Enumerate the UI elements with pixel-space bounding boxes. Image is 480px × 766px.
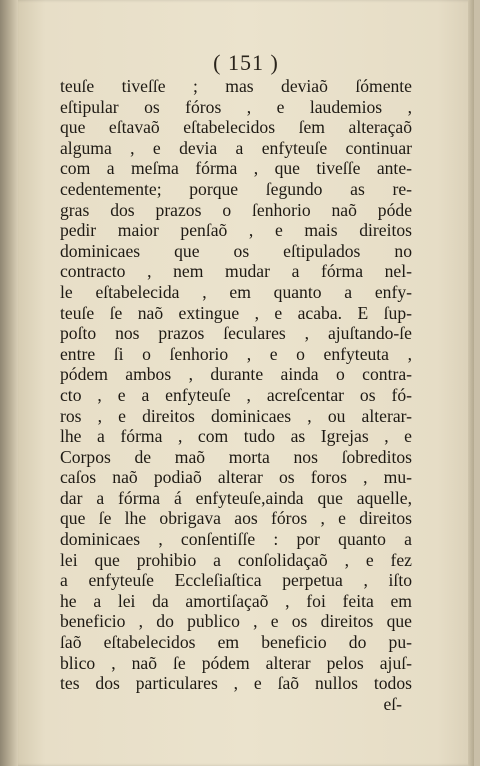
text-line: Corpos de maõ morta nos ſobreditos bbox=[60, 446, 412, 467]
text-line: contracto , nem mudar a fórma nel- bbox=[60, 261, 412, 282]
text-line: pedir maior penſaõ , e mais direitos bbox=[60, 220, 412, 241]
text-line: que ſe lhe obrigava aos fóros , e direitos bbox=[60, 508, 412, 529]
text-line: pódem ambos , durante ainda o contra- bbox=[60, 364, 412, 385]
text-line: cedentemente; porque ſegundo as re- bbox=[60, 178, 412, 199]
text-line: teuſe tiveſſe ; mas deviaõ ſómente bbox=[60, 76, 412, 96]
text-line: gras dos prazos o ſenhorio naõ póde bbox=[60, 199, 412, 220]
text-line: beneficio , do publico , e os direitos que bbox=[60, 611, 412, 632]
page-edge bbox=[468, 0, 474, 766]
text-line: eſtipular os fóros , e laudemios , bbox=[60, 96, 412, 117]
text-line: poſto nos prazos ſeculares , ajuſtando-ſe bbox=[60, 323, 412, 344]
text-line: blico , naõ ſe pódem alterar pelos ajuſ- bbox=[60, 652, 412, 673]
text-line: cto , e a enfyteuſe , acreſcentar os fó- bbox=[60, 384, 412, 405]
text-line: com a meſma fórma , que tiveſſe ante- bbox=[60, 158, 412, 179]
text-line: ſaõ eſtabelecidos em beneficio do pu- bbox=[60, 632, 412, 653]
book-page bbox=[18, 0, 474, 766]
page-number: ( 151 ) bbox=[213, 50, 279, 75]
text-line: dominicaes que os eſtipulados no bbox=[60, 240, 412, 261]
text-line: lhe a fórma , com tudo as Igrejas , e bbox=[60, 426, 412, 447]
text-line: ros , e direitos dominicaes , ou alterar- bbox=[60, 405, 412, 426]
text-line: le eſtabelecida , em quanto a enfy- bbox=[60, 281, 412, 302]
text-line: he a lei da amortiſaçaõ , foi feita em bbox=[60, 590, 412, 611]
catchword: eſ- bbox=[383, 693, 402, 714]
text-line: teuſe ſe naõ extingue , e acaba. E ſup- bbox=[60, 302, 412, 323]
text-line: dominicaes , conſentiſſe : por quanto a bbox=[60, 529, 412, 550]
text-line: entre ſi o ſenhorio , e o enfyteuta , bbox=[60, 343, 412, 364]
book-spine bbox=[0, 0, 18, 766]
body-text bbox=[60, 76, 412, 714]
text-line: alguma , e devia a enfyteuſe continuar bbox=[60, 137, 412, 158]
text-line: caſos naõ podiaõ alterar os foros , mu- bbox=[60, 467, 412, 488]
text-line: lei que prohibio a conſolidaçaõ , e fez bbox=[60, 549, 412, 570]
text-line: que eſtavaõ eſtabelecidos ſem alteraçaõ bbox=[60, 117, 412, 138]
text-line: tes dos particulares , e ſaõ nullos todos bbox=[60, 673, 412, 694]
text-line: a enfyteuſe Eccleſiaſtica perpetua , iſto bbox=[60, 570, 412, 591]
text-line: dar a fórma á enfyteuſe,ainda que aquelle, bbox=[60, 487, 412, 508]
